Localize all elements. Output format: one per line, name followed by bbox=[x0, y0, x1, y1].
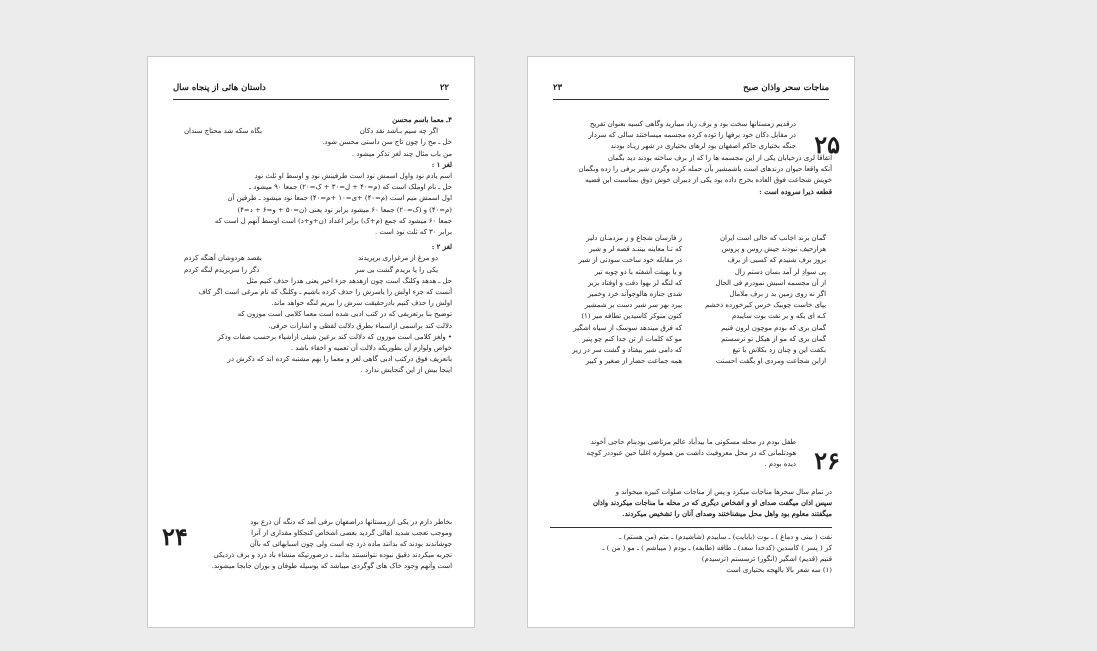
poem-line: هزارحیف نبودند جیش روس و پروس bbox=[721, 245, 826, 254]
poem-line: که فرق میندهد سوسک از سیاه اشگیر bbox=[573, 323, 682, 332]
section-24-number: ۲۴ bbox=[162, 522, 188, 551]
lughz-1-heading: لغز ۱ : bbox=[431, 160, 452, 169]
body-line: آنکه واقعا حیوان درندهای است باشمشیر بآن حمله کرده وگردن شیر برفی را زده وبگمان bbox=[578, 165, 832, 174]
body-line: (م=۴۰) و (ک=۲۰) جمعا ۶۰ میشود برابر نود یعنی (ن=۵۰ + و=۶ + د=۴) bbox=[237, 205, 452, 214]
poem-line: ز فارسان شجاع و ز مردمـان دلیر bbox=[586, 234, 682, 242]
poem-line: که تـا معاینه بیننـد قصه لر و شیر bbox=[589, 245, 682, 254]
poem-line: گمان بری که مو از هیکل تو ترسستم bbox=[721, 334, 826, 343]
section-26-intro bbox=[550, 437, 796, 471]
body-line: هودتلمانی که در محل معروفیت داشت من همواره اغلبا حین عبوددر کوچه bbox=[586, 449, 796, 458]
body-line: دلالت کند براسمی ازاسماء بطرق دلالت لفظی و اشارات حرفی. bbox=[268, 321, 452, 330]
body-line: اسم یادم نود واول اسمش نود است طرفینش نود و اوسط او ثلث نود bbox=[254, 172, 452, 181]
section-26-body bbox=[550, 487, 832, 576]
verse-1 bbox=[170, 126, 452, 137]
body-line: بخاطر دارم در یکی اززمستانها دراصفهان برفی آمد که دنگه آن ذرع بود bbox=[250, 518, 452, 526]
riddle-4-heading: ۴ـ معما باسم محسن bbox=[392, 116, 452, 124]
left-running-title: داستان هائی از پنجاه سال bbox=[173, 83, 266, 93]
body-line: آنست که جزء اولش را یاسرش را حذف کرده باشیم ـ وکلنگ که نام مرغی است اگر کاف bbox=[198, 288, 452, 297]
body-line: حل ـ هدهد وکلنگ است چون ازهدهد جزء اخیر یعنی هدرا حذف کنیم مثل bbox=[246, 276, 452, 285]
body-line: اولش را حذف کنیم بادرحقیقت سرش را ببریم لنگه خواهد ماند. bbox=[271, 299, 452, 308]
body-line: تجربه میکردند دقیق نبوده نتوانستند بدانند ـ درصورتیکه منشاء باد ذرد و برف ذردیکی bbox=[213, 551, 452, 559]
footnote-rule bbox=[550, 527, 832, 528]
footnote-line: قنیم (قدیم) اشگیر (انگور) ترسستم (ترسیدم) bbox=[701, 555, 832, 564]
body-line: درقدیم زمستانها سخت بود و برف زیاد میبارید وگاهی کسیه بعنوان تفریح bbox=[589, 120, 796, 128]
body-line: دیده بودم . bbox=[764, 460, 796, 469]
poem-line: گمان بری که بودم موچون لرون قنیم bbox=[721, 323, 826, 332]
verse-1-left: بگاه سکه شد محتاج سندان bbox=[184, 127, 263, 136]
lughz-2-heading: لغز ۲ : bbox=[431, 243, 452, 252]
verse-1-right: اگر چه سیم بـاشد نقد دکان bbox=[359, 127, 438, 136]
footnote-line: نفت ( بینی و دماغ ) ـ بوت (بابایت) ـ سایبدم (شاشیدم) ـ متم (من هستم) ـ bbox=[619, 532, 832, 541]
body-line: جنگه بختیاری حاکم اصفهان بود لرهای بختیاری در شهر زیـاد بودند bbox=[610, 142, 796, 151]
verse-2 bbox=[170, 253, 452, 264]
left-page bbox=[147, 56, 475, 628]
body-line: برابر ۳۰ که ثلث نود است . bbox=[374, 228, 452, 237]
verse-3-left: دگر را سربریدم لنگه کردم bbox=[184, 265, 260, 274]
section-25-body bbox=[550, 153, 832, 198]
right-header-rule bbox=[553, 99, 829, 100]
poem-line: بپای خاست چوبیک خرس کیرخورده ذخشم bbox=[705, 301, 826, 310]
body-line: اینجا بیش از این گنجایش ندارد . bbox=[360, 366, 452, 375]
poem-line: ازاین شجاعت ومردی او بگفت احسنت bbox=[715, 357, 826, 366]
right-page-number: ۲۳ bbox=[553, 83, 563, 93]
body-line: است وآنهم وجود خاک های گوگردی میباشد که بوسیله طوفان و بوران جابجا میشوند. bbox=[211, 562, 452, 571]
poem-line: در مقابله خود ساخت سودتی از شیر bbox=[578, 256, 682, 265]
poem-line: گمان برند اجانب که خالی است ایران bbox=[719, 234, 826, 242]
body-line: جوشاندند بودند که بدانند ماده ذرد چه است ولی چون اسبابهائی که باآن bbox=[249, 540, 452, 549]
body-line: خویش شجاعت فوق العاده بخرج داده بود یکی از دبیران خوش ذوق بمناسبت این قضیه bbox=[585, 176, 832, 185]
left-page-body bbox=[170, 115, 452, 377]
body-line: میگفتند معلوم بود واهل محل میشناختند وصدای آنان را تشخیص میکردند. bbox=[622, 510, 832, 519]
verse-3 bbox=[170, 265, 452, 276]
section-25-number: ۲۵ bbox=[814, 130, 840, 159]
body-line: خواص ولوازم آن بطوریکه دلالت آن تعمیه و اخفاء باشد . bbox=[290, 344, 452, 353]
verse-2-right: دو مرغ از مرغزاری برپریدند bbox=[357, 254, 438, 263]
poem-line: شدی جنازه هالوجوآند خرد وخمیر bbox=[587, 290, 682, 299]
section-26-number: ۲۶ bbox=[814, 446, 840, 475]
body-line: حل ـ نام اوملک است که (م=۴۰ + ل=۳۰ + ک=۲۰) جمعا ۹۰ میشود ـ bbox=[249, 183, 452, 192]
body-line: توضیح بنا برتعریفی که در کتب ادبی شده است معما کلامی است موزون که bbox=[237, 310, 452, 319]
poem-line: از آن مجسمه اسبش نمودرم فی الحال bbox=[715, 278, 826, 287]
body-line: من باب مثال چند لغز تذکر میشود . bbox=[351, 149, 452, 158]
left-page-number: ۲۲ bbox=[439, 83, 449, 93]
poem-right-column bbox=[700, 233, 826, 367]
body-line: باتعریف فوق درکتب ادبی گاهی لغز و معما را بهم مشتبه کرده اند که ذکرش در bbox=[227, 355, 452, 364]
poem-grid bbox=[550, 233, 832, 367]
poem-left-column bbox=[556, 233, 682, 367]
poem-line: همه جماعت حضار از صغیر و کبیر bbox=[585, 357, 682, 366]
body-line: در مقابل دکان خود برفها را توده کرده مجسمه میساختند سالی که سردار bbox=[588, 131, 796, 140]
body-line: اتفاقا لری درخیابان یکی از این مجسمه ها را که از برف ساخته بودند دید بگمان bbox=[607, 154, 832, 162]
right-page bbox=[527, 56, 855, 628]
section-24-body bbox=[210, 517, 452, 551]
section-25-intro bbox=[550, 119, 796, 153]
poem-line: بکفت این و چنان زد بکلاش با تیغ bbox=[732, 346, 826, 355]
section-24-body-tail bbox=[170, 550, 452, 572]
body-line: وموجب تعجب شدید اهالی گردید بعضی اشخاص کنجکاو مقداری از آنرا bbox=[251, 529, 452, 538]
poem-line: بیرد بهر سر شیر دست بر شمشیر bbox=[584, 301, 682, 310]
poem-line: بروز برف شنیدم که کسیی از برف bbox=[727, 256, 826, 265]
poem-line: که دامی شیر بیفتاد و گشت سر در زیر bbox=[572, 346, 682, 355]
verse-2-left: بقصد هردوشان آهنگه کردم bbox=[184, 254, 262, 263]
poem-line: و یا بهیئت آشفته با دو چوبه تیر bbox=[594, 267, 682, 276]
body-line: جمعا ۶۰ میشود که جمع (م+ک) برابر اعداد (ن+و+د) است اوسط آنهم ل است که bbox=[214, 216, 452, 225]
body-line: حل ـ مح را چون تاج سن داستی محسن شود. bbox=[322, 138, 452, 147]
body-line: سپس اذان میگفت صدای او و اشخاص دیگری که در محله ما مناجات میکردند واذان bbox=[592, 499, 832, 508]
poem-line: پی سوادِ لر آمد بسان دستم زال bbox=[734, 267, 826, 276]
footnote-line: کر ( پسر ) کاسدین (کدخدا سعد) ـ طافه (طایفه) ـ بودم ( میباشم ) ـ مو ( من ) ـ bbox=[602, 543, 832, 552]
poem-line: که لنگه لر بهوا دفت و اوفتاد بزیر bbox=[587, 278, 682, 287]
left-header-rule bbox=[173, 99, 449, 100]
verse-3-right: یکی را پا بریدم گشت بی سر bbox=[355, 265, 438, 274]
poem-line: کنون متوکر کاسیدین تطافه میر (۱) bbox=[581, 312, 682, 321]
body-line: قطعه ذیرا سروده است : bbox=[759, 187, 832, 196]
poem-line: کـه ای یکه و بر نفت بوت سایبدم bbox=[732, 312, 826, 321]
poem-block bbox=[550, 233, 832, 367]
poem-line: اگر نه روی زمین بد ز برف ملامال bbox=[729, 290, 826, 299]
footnote-line: (۱) سه شعر بالا بالهجه بختیاری است bbox=[726, 566, 832, 575]
right-running-title: مناجات سحر واذان صبح bbox=[743, 83, 829, 93]
body-line: طفل بودم در محله مسکونی ما بیدآباد عالم مرتاضی بودبنام حاجی آخوند bbox=[590, 438, 796, 446]
body-line: در تمام سال سحرها مناجات میکرد و پس از مناجات صلوات کبیره میخواند و bbox=[615, 488, 832, 496]
body-line: اول اسمش میم است (م=۴۰) +ی=۱۰ +م=۴۰) جمعا نود میشود ـ طرفین آن bbox=[227, 194, 452, 203]
body-line: • ولغز کلامی است موزون که دلالت کند برعین شیئی ازاشیاء برحسب صفات وذکر bbox=[217, 332, 452, 341]
poem-line: مو که کلمات از تن جدا کنم چو پنیر bbox=[582, 334, 682, 343]
right-page-header bbox=[553, 79, 829, 97]
left-page-header bbox=[173, 79, 449, 97]
